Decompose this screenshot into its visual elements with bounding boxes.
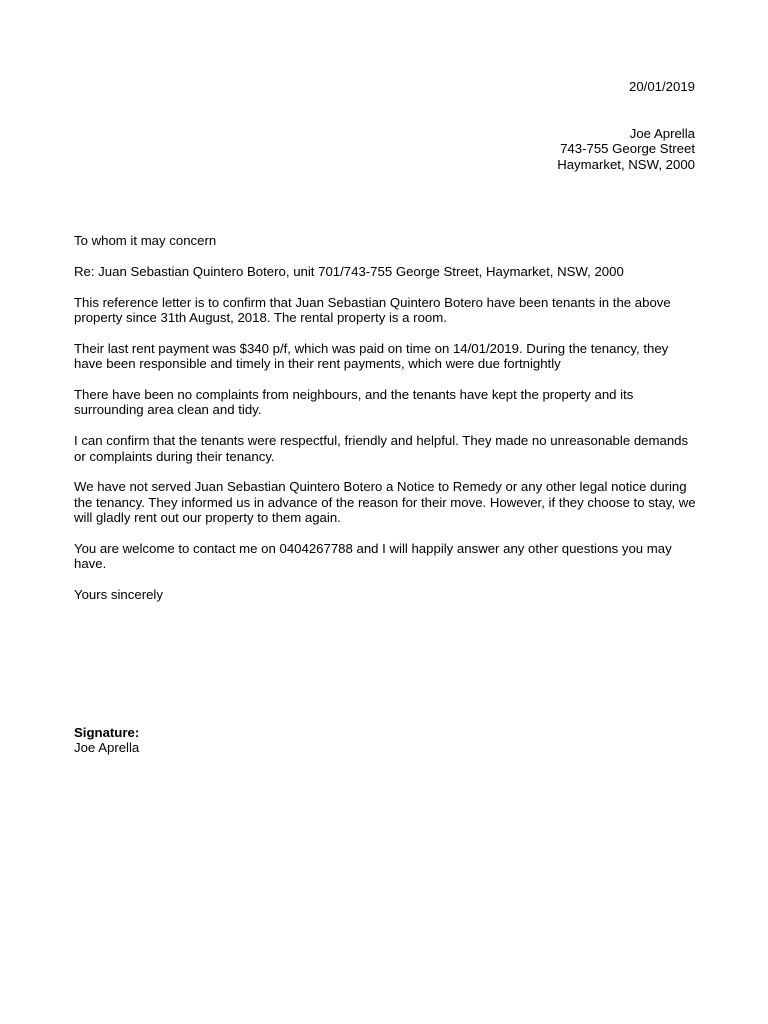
signature-name: Joe Aprella <box>74 740 140 756</box>
body-paragraph: Their last rent payment was $340 p/f, which was paid on time on 14/01/2019. During the tenancy, they have been responsible and timely in their rent payments, which were due fortnightly <box>74 340 669 372</box>
body-paragraph: There have been no complaints from neighbours, and the tenants have kept the property and its surrounding area clean and tidy. <box>74 387 634 418</box>
closing: Yours sincerely <box>74 587 163 603</box>
salutation: To whom it may concern <box>74 233 217 248</box>
body-paragraph: I can confirm that the tenants were respectful, friendly and helpful. They made no unreasonable demands or complaints during their tenancy. <box>74 433 689 464</box>
body-paragraph: This reference letter is to confirm that Juan Sebastian Quintero Botero have been tenants in the above property since 31th August, 2018. The rental property is a room. <box>74 294 671 325</box>
signature-label: Signature: <box>74 725 140 740</box>
letter-date: 20/01/2019 <box>628 79 695 94</box>
sender-street: 743-755 George Street <box>560 141 695 157</box>
sender-address <box>557 126 695 172</box>
signature-block <box>74 725 139 756</box>
letter-body <box>74 233 696 618</box>
subject-line: Re: Juan Sebastian Quintero Botero, unit 701/743-755 George Street, Haymarket, NSW, 2000 <box>74 263 624 279</box>
body-paragraph: You are welcome to contact me on 0404267788 and I will happily answer any other questions you may have. <box>74 541 672 572</box>
sender-locality: Haymarket, NSW, 2000 <box>557 156 695 172</box>
sender-name: Joe Aprella <box>629 126 695 141</box>
body-paragraph: We have not served Juan Sebastian Quintero Botero a Notice to Remedy or any other legal notice during the tenancy. They informed us in advance of the reason for their move. However, if they choose to stay, we will gladly rent out our property to them again. <box>74 479 696 526</box>
